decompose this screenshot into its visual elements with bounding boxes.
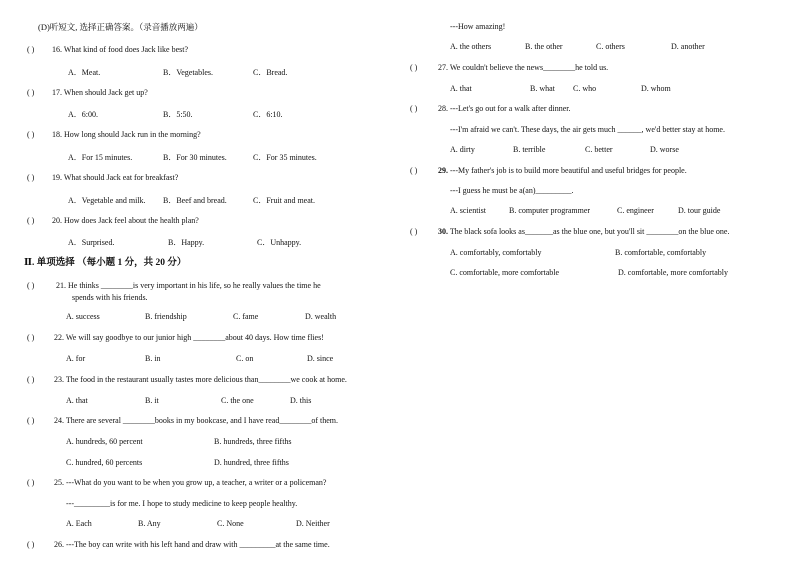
option: C. comfortable, more comfortable <box>450 268 560 277</box>
section-2-heading: Ⅱ. 单项选择 （每小题 1 分，共 20 分） <box>24 258 187 268</box>
answer-paren[interactable]: ( ) <box>27 375 35 384</box>
option: D. worse <box>650 145 679 154</box>
option: D. another <box>671 42 705 51</box>
option: B. comfortable, comfortably <box>615 248 707 257</box>
option: A．Vegetable and milk. <box>68 196 146 205</box>
option: A. Each <box>66 519 92 528</box>
option: B. the other <box>525 42 563 51</box>
option: C．6:10. <box>253 110 283 119</box>
option: A. success <box>66 312 100 321</box>
question-stem: 16. What kind of food does Jack like best? <box>52 45 189 54</box>
option: A. for <box>66 354 86 363</box>
question-stem: 21. He thinks ________is very important in his life, so he really values the time he <box>56 281 321 290</box>
option: B. Any <box>138 519 161 528</box>
option: A．Meat. <box>68 68 101 77</box>
option: C. None <box>217 519 244 528</box>
option: D. Neither <box>296 519 330 528</box>
question-stem: 25. ---What do you want to be when you grow up, a teacher, a writer or a policeman? <box>54 478 327 487</box>
answer-paren[interactable]: ( ) <box>410 227 418 236</box>
question-reply: ---How amazing! <box>450 22 506 31</box>
question-stem: 17. When should Jack get up? <box>52 88 148 97</box>
option: D. wealth <box>305 312 337 321</box>
question-text: The black sofa looks as_______as the blue one, but you'll sit ________on the blue one. <box>448 227 730 236</box>
option: C．Unhappy. <box>257 238 302 247</box>
option: A．For 15 minutes. <box>68 153 133 162</box>
answer-paren[interactable]: ( ) <box>27 45 35 54</box>
question-stem: 19. What should Jack eat for breakfast? <box>52 173 179 182</box>
question-stem: 20. How does Jack feel about the health plan? <box>52 216 199 225</box>
question-number: 30. <box>438 227 448 236</box>
option: A. hundreds, 60 percent <box>66 437 143 446</box>
option: C. fame <box>233 312 259 321</box>
option: B. friendship <box>145 312 187 321</box>
option: B. it <box>145 396 159 405</box>
question-stem: 23. The food in the restaurant usually tastes more delicious than________we cook at home. <box>54 375 347 384</box>
option: A. dirty <box>450 145 475 154</box>
option: B. terrible <box>513 145 546 154</box>
answer-paren[interactable]: ( ) <box>27 88 35 97</box>
option: C. others <box>596 42 625 51</box>
question-text: ---My father's job is to build more beautiful and useful bridges for people. <box>448 166 687 175</box>
option: C. who <box>573 84 597 93</box>
option: B．Happy. <box>168 238 205 247</box>
question-stem: 26. ---The boy can write with his left hand and draw with _________at the same time. <box>54 540 330 549</box>
question-stem: 28. ---Let's go out for a walk after dinner. <box>438 104 571 113</box>
option: C．Fruit and meat. <box>253 196 315 205</box>
option: D. hundred, three fifths <box>214 458 289 467</box>
option: C. better <box>585 145 613 154</box>
question-reply: ---I'm afraid we can't. These days, the air gets much ______, we'd better stay at home. <box>450 125 725 134</box>
option: B. computer programmer <box>509 206 591 215</box>
answer-paren[interactable]: ( ) <box>27 173 35 182</box>
question-number: 29. <box>438 166 448 175</box>
option: A．6:00. <box>68 110 98 119</box>
question-reply: ---_________is for me. I hope to study medicine to keep people healthy. <box>66 499 298 508</box>
option: B．Vegetables. <box>163 68 213 77</box>
option: B. in <box>145 354 161 363</box>
question-stem: 18. How long should Jack run in the morning? <box>52 130 201 139</box>
question-stem <box>438 227 729 237</box>
answer-paren[interactable]: ( ) <box>27 216 35 225</box>
option: C. engineer <box>617 206 654 215</box>
option: C. on <box>236 354 254 363</box>
answer-paren[interactable]: ( ) <box>27 281 35 290</box>
option: D. tour guide <box>678 206 721 215</box>
option: A. comfortably, comfortably <box>450 248 542 257</box>
question-stem: 22. We will say goodbye to our junior high ________about 40 days. How time flies! <box>54 333 324 342</box>
option: B．Beef and bread. <box>163 196 227 205</box>
option: D. comfortable, more comfortably <box>618 268 728 277</box>
option: D. since <box>307 354 334 363</box>
option: A. that <box>66 396 88 405</box>
option: A. scientist <box>450 206 486 215</box>
option: B. what <box>530 84 555 93</box>
option: C．For 35 minutes. <box>253 153 317 162</box>
answer-paren[interactable]: ( ) <box>410 63 418 72</box>
option: A. the others <box>450 42 492 51</box>
question-stem-continued: spends with his friends. <box>72 293 148 302</box>
answer-paren[interactable]: ( ) <box>27 130 35 139</box>
option: B．5:50. <box>163 110 193 119</box>
option: A. that <box>450 84 472 93</box>
option: B. hundreds, three fifths <box>214 437 292 446</box>
question-stem: 24. There are several ________books in my bookcase, and I have read________of them. <box>54 416 338 425</box>
answer-paren[interactable]: ( ) <box>27 478 35 487</box>
answer-paren[interactable]: ( ) <box>410 166 418 175</box>
option: C．Bread. <box>253 68 288 77</box>
question-stem <box>438 166 687 176</box>
question-reply: ---I guess he must be a(an)_________. <box>450 186 574 195</box>
question-stem: 27. We couldn't believe the news________he told us. <box>438 63 609 72</box>
option: A．Surprised. <box>68 238 115 247</box>
option: D. this <box>290 396 312 405</box>
answer-paren[interactable]: ( ) <box>410 104 418 113</box>
option: D. whom <box>641 84 671 93</box>
answer-paren[interactable]: ( ) <box>27 416 35 425</box>
option: C. hundred, 60 percents <box>66 458 143 467</box>
section-d-heading: (D)听短文, 选择正确答案。（录音播放两遍） <box>38 22 203 32</box>
option: C. the one <box>221 396 254 405</box>
answer-paren[interactable]: ( ) <box>27 333 35 342</box>
answer-paren[interactable]: ( ) <box>27 540 35 549</box>
option: B．For 30 minutes. <box>163 153 227 162</box>
